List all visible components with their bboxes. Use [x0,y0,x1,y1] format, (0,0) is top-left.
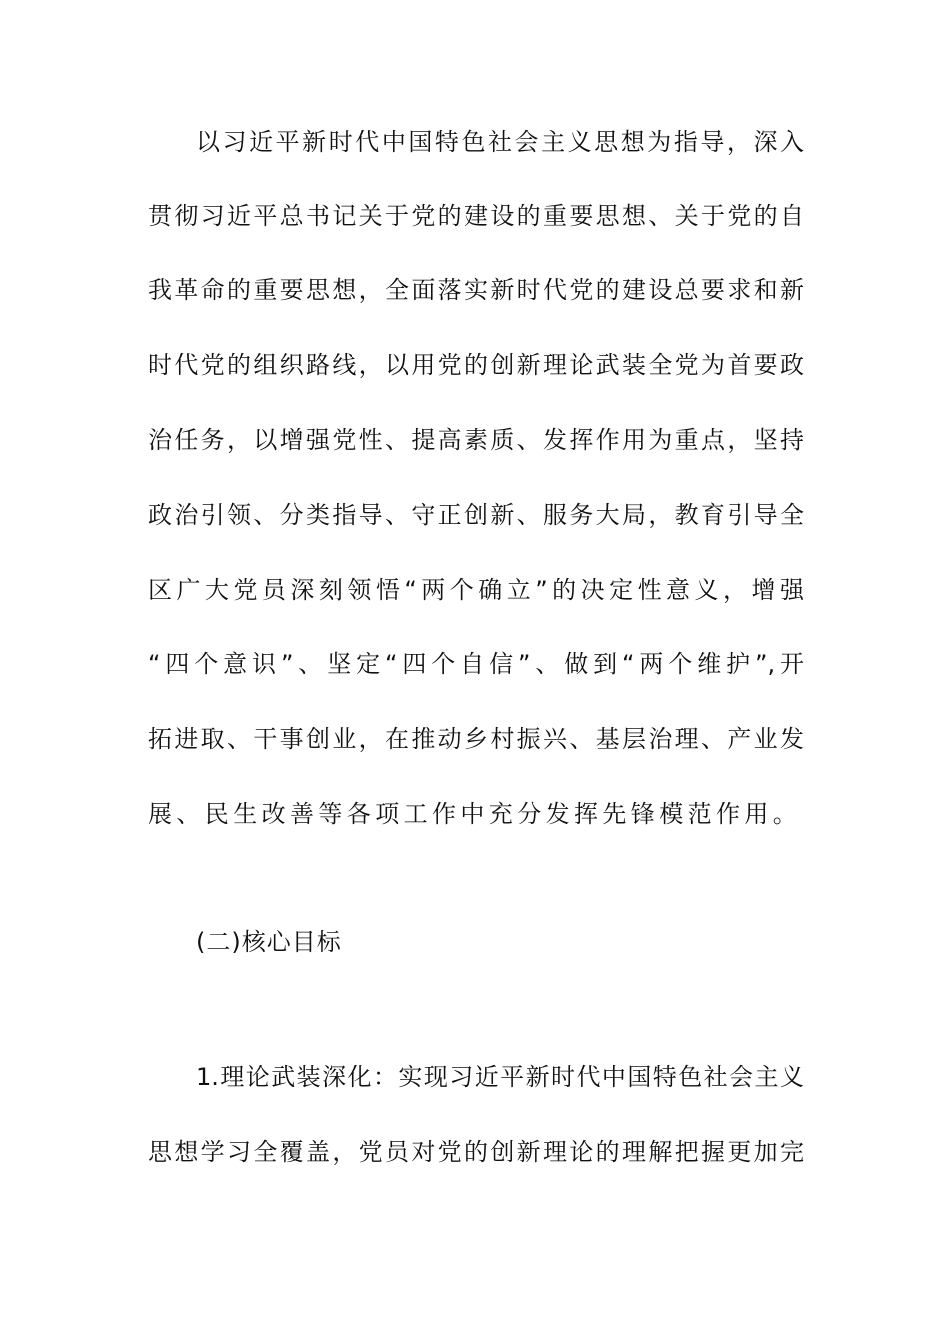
paragraph-line: “四个意识”、坚定“四个自信”、做到“两个维护”,开 [148,650,804,678]
paragraph-line: 治任务，以增强党性、提高素质、发挥作用为重点，坚持 [148,426,804,454]
paragraph-line: 思想学习全覆盖，党员对党的创新理论的理解把握更加完 [148,1138,804,1166]
paragraph-line: 政治引领、分类指导、守正创新、服务大局，教育引导全 [148,501,804,529]
paragraph-line: 1.理论武装深化：实现习近平新时代中国特色社会主义 [196,1063,804,1091]
section-heading: (二)核心目标 [196,928,342,956]
paragraph-line: 贯彻习近平总书记关于党的建设的重要思想、关于党的自 [148,202,804,230]
paragraph-line: 我革命的重要思想，全面落实新时代党的建设总要求和新 [148,276,804,304]
paragraph-line: 以习近平新时代中国特色社会主义思想为指导，深入 [196,128,804,156]
paragraph-line: 拓进取、干事创业，在推动乡村振兴、基层治理、产业发 [148,725,804,753]
paragraph-line: 展、民生改善等各项工作中充分发挥先锋模范作用。 [148,800,802,828]
paragraph-line: 区广大党员深刻领悟“两个确立”的决定性意义，增强 [148,576,804,604]
paragraph-line: 时代党的组织路线，以用党的创新理论武装全党为首要政 [148,351,804,379]
